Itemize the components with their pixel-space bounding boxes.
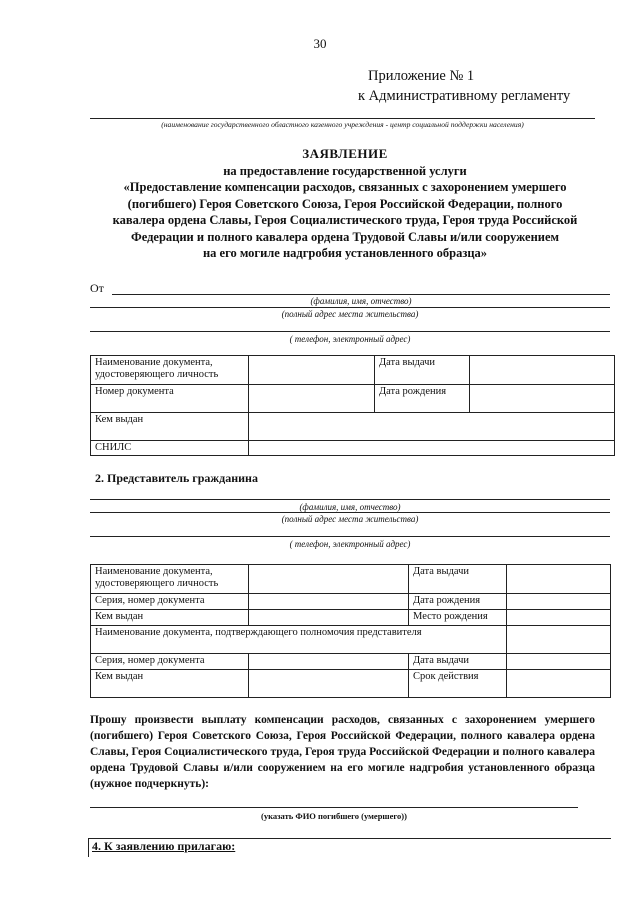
representative-validity-value[interactable] [507, 670, 611, 698]
representative-authority-doc-value[interactable] [507, 626, 611, 654]
applicant-issue-date-value[interactable] [470, 356, 615, 385]
representative-issued-by-value[interactable] [249, 610, 409, 626]
appendix-line-1: Приложение № 1 [368, 68, 475, 84]
representative-address-field[interactable] [90, 512, 610, 513]
representative-birth-date-value[interactable] [507, 594, 611, 610]
organization-caption: (наименование государственного областного казенного учреждения - центр социальной поддержки населения) [161, 120, 524, 129]
representative-contacts-field[interactable] [90, 536, 610, 537]
representative-address-caption: (полный адрес места жительства) [281, 514, 419, 524]
applicant-id-table [90, 355, 615, 456]
representative-issue-date-label: Дата выдачи [409, 565, 507, 594]
representative-issue-date-value[interactable] [507, 565, 611, 594]
applicant-issued-by-value[interactable] [249, 413, 615, 441]
applicant-address-field[interactable] [90, 307, 610, 308]
applicant-birth-date-value[interactable] [470, 385, 615, 413]
representative-birth-date-label: Дата рождения [409, 594, 507, 610]
request-paragraph: Прошу произвести выплату компенсации расходов, связанных с захоронением умершего (погибшего) Героя Советского Союза, Героя Российской Федерации, полного кавалера ордена Славы, Героя Социалистического труда, Героя труда Российской Федерации и полного кавалера ордена Трудовой Славы и/или сооружением на его могиле надгробия установленного образца (нужное подчеркнуть): [90, 714, 595, 790]
title-line-4: кавалера ордена Славы, Героя Социалистического труда, Героя труда Российской [112, 213, 578, 227]
representative-series-number2-value[interactable] [249, 654, 409, 670]
applicant-birth-date-label: Дата рождения [375, 385, 470, 413]
representative-issued-by2-value[interactable] [249, 670, 409, 698]
representative-contacts-caption: ( телефон, электронный адрес) [289, 539, 411, 549]
representative-series-number-value[interactable] [249, 594, 409, 610]
applicant-contacts-field[interactable] [90, 331, 610, 332]
applicant-issued-by-label: Кем выдан [91, 413, 249, 441]
applicant-snils-value[interactable] [249, 441, 615, 456]
representative-id-table [90, 564, 611, 698]
representative-series-number-label: Серия, номер документа [91, 594, 249, 610]
form-title [80, 146, 610, 262]
representative-validity-label: Срок действия [409, 670, 507, 698]
title-heading: ЗАЯВЛЕНИЕ [302, 146, 388, 161]
from-label: От [90, 281, 104, 295]
title-line-2: «Предоставление компенсации расходов, связанных с захоронением умершего [123, 180, 567, 194]
applicant-doc-number-value[interactable] [249, 385, 375, 413]
title-line-5: Федерации и полного кавалера ордена Трудовой Славы и/или сооружением [130, 229, 560, 244]
applicant-fio-caption: (фамилия, имя, отчество) [310, 296, 412, 306]
title-line-1: на предоставление государственной услуги [223, 163, 467, 178]
applicant-address-caption: (полный адрес места жительства) [281, 309, 419, 319]
deceased-fio-field[interactable] [90, 807, 578, 808]
representative-fio-caption: (фамилия, имя, отчество) [299, 502, 401, 512]
deceased-fio-caption: (указать ФИО погибшего (умершего)) [261, 811, 407, 821]
applicant-issue-date-label: Дата выдачи [375, 356, 470, 385]
representative-fio-field[interactable] [90, 499, 610, 500]
applicant-doc-name-value[interactable] [249, 356, 375, 385]
applicant-contacts-caption: ( телефон, электронный адрес) [289, 334, 411, 344]
representative-series-number2-label: Серия, номер документа [91, 654, 249, 670]
applicant-doc-name-label: Наименование документа, удостоверяющего личность [91, 356, 249, 385]
appendix-header [358, 66, 570, 106]
page-number: 30 [313, 36, 327, 51]
applicant-fio-field[interactable] [112, 294, 610, 295]
representative-doc-name-label: Наименование документа, удостоверяющего личность [91, 565, 249, 594]
representative-birth-place-label: Место рождения [409, 610, 507, 626]
organization-field[interactable] [90, 118, 595, 119]
title-line-6: на его могиле надгробия установленного образца» [202, 246, 488, 260]
representative-birth-place-value[interactable] [507, 610, 611, 626]
representative-issue-date2-value[interactable] [507, 654, 611, 670]
attachments-title: 4. К заявлению прилагаю: [92, 839, 236, 853]
applicant-snils-label: СНИЛС [91, 441, 249, 456]
representative-issue-date2-label: Дата выдачи [409, 654, 507, 670]
appendix-line-2: к Административному регламенту [358, 88, 571, 104]
representative-authority-doc-label: Наименование документа, подтверждающего полномочия представителя [91, 626, 507, 654]
representative-section-title: 2. Представитель гражданина [95, 471, 258, 485]
applicant-doc-number-label: Номер документа [91, 385, 249, 413]
title-line-3: (погибшего) Героя Советского Союза, Героя Российской Федерации, полного [127, 196, 563, 211]
representative-issued-by-label: Кем выдан [91, 610, 249, 626]
representative-issued-by2-label: Кем выдан [91, 670, 249, 698]
representative-doc-name-value[interactable] [249, 565, 409, 594]
